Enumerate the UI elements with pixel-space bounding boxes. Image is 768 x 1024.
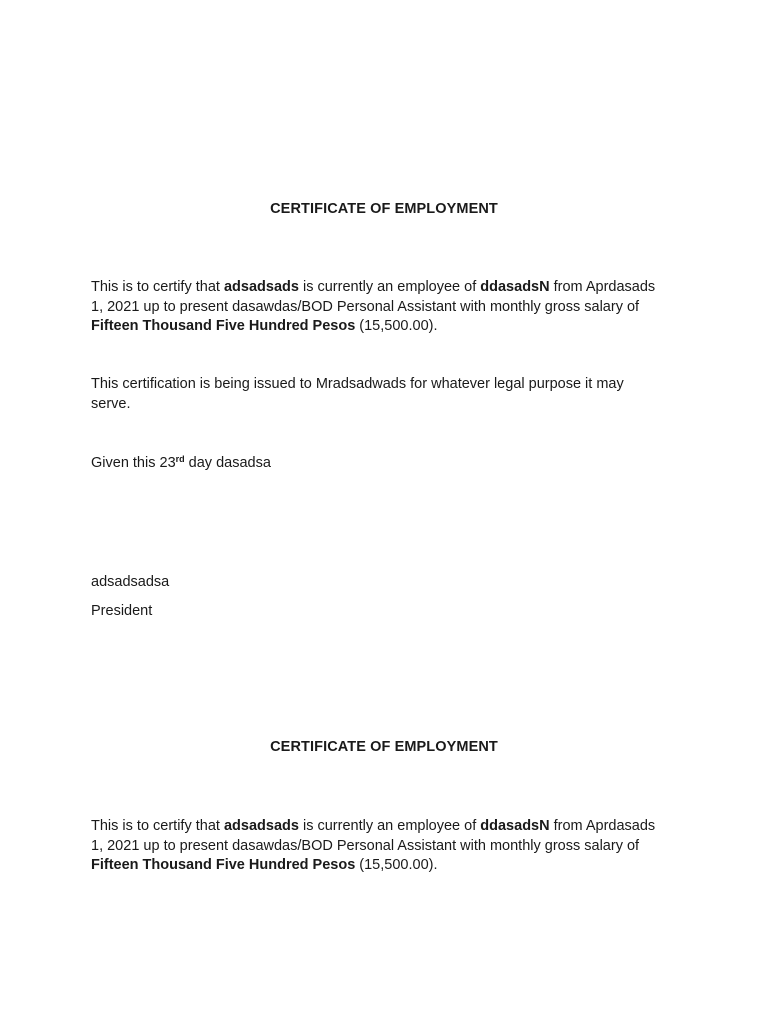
paragraph-line [91,817,691,837]
given-date-rest: day dasadsa [184,455,271,471]
text-run: is currently an employee of [298,818,481,834]
paragraph-line [91,856,691,876]
text-run: is currently an employee of [298,279,481,295]
paragraph-line: serve. [91,395,131,412]
text-run: This is to certify that [91,818,224,834]
text-run: from Aprdasads [549,818,656,834]
certification-paragraph [91,817,691,876]
employee-name: adsadsads [223,818,299,834]
paragraph-line [91,278,691,298]
text-run: This is to certify that [91,279,224,295]
certificate-title: CERTIFICATE OF EMPLOYMENT [270,739,498,755]
ordinal-suffix: rd [175,454,185,464]
given-date-line [91,455,271,471]
paragraph-line: 1, 2021 up to present dasawdas/BOD Personal Assistant with monthly gross salary of [91,298,640,315]
paragraph-line: 1, 2021 up to present dasawdas/BOD Personal Assistant with monthly gross salary of [91,837,640,854]
company-name: ddasadsN [480,818,550,834]
given-date-prefix: Given this 23 [91,455,176,471]
company-name: ddasadsN [480,279,550,295]
salary-in-words: Fifteen Thousand Five Hundred Pesos [91,857,356,873]
certification-paragraph [91,278,691,337]
purpose-paragraph [91,375,691,414]
text-run: from Aprdasads [549,279,656,295]
paragraph-line [91,317,691,337]
paragraph-line: This certification is being issued to Mradsadwads for whatever legal purpose it may [91,376,624,392]
signatory-title: President [91,603,153,619]
certificate-title: CERTIFICATE OF EMPLOYMENT [270,201,498,217]
salary-amount: (15,500.00). [355,857,438,873]
salary-in-words: Fifteen Thousand Five Hundred Pesos [91,318,356,334]
employee-name: adsadsads [223,279,299,295]
signatory-name: adsadsadsa [91,574,170,590]
salary-amount: (15,500.00). [355,318,438,334]
